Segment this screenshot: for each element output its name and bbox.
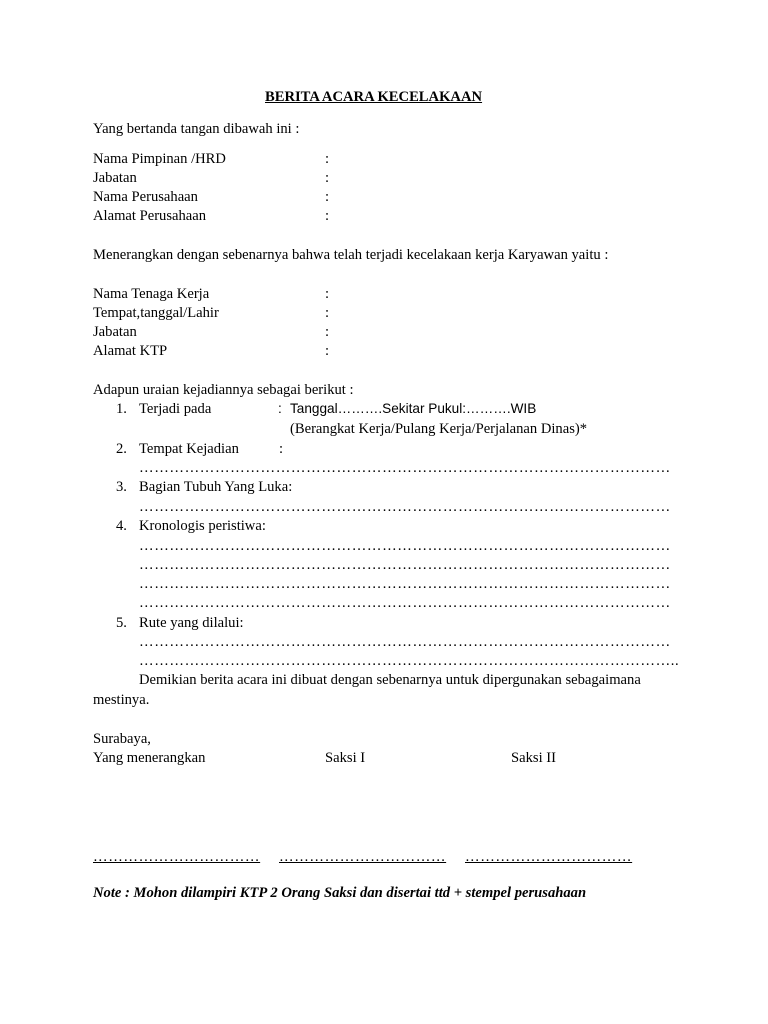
field-colon: : <box>325 324 330 340</box>
item-number: 2. <box>116 441 127 457</box>
document-title: BERITA ACARA KECELAKAAN <box>265 89 483 105</box>
signer-label: Saksi II <box>511 750 556 766</box>
item-colon: : <box>278 401 282 416</box>
closing-text-end: mestinya. <box>93 692 150 708</box>
item-label: Bagian Tubuh Yang Luka: <box>139 479 293 495</box>
closing-text: Demikian berita acara ini dibuat dengan sebenarnya untuk dipergunakan sebagaimana <box>139 672 641 688</box>
blank-line: …………………………………………………………………………………………… <box>139 538 671 554</box>
blank-line: …………………………………………………………………………………………… <box>139 595 671 611</box>
item-value: Tanggal……….Sekitar Pukul:……….WIB <box>290 401 537 416</box>
field-label: Jabatan <box>93 170 137 186</box>
field-label: Jabatan <box>93 324 137 340</box>
blank-line: …………………………………………………………………………………………… <box>139 499 671 515</box>
note-text: Note : Mohon dilampiri KTP 2 Orang Saksi dan disertai ttd + stempel perusahaan <box>93 885 587 901</box>
field-label: Alamat Perusahaan <box>93 208 207 224</box>
item-label: Terjadi pada <box>139 401 212 417</box>
details-intro: Adapun uraian kejadiannya sebagai berikut : <box>93 382 354 398</box>
item-number: 3. <box>116 479 127 495</box>
field-colon: : <box>325 343 330 359</box>
city-text: Surabaya, <box>93 731 151 747</box>
item-label: Tempat Kejadian <box>139 441 239 457</box>
blank-line: …………………………………………………………………………………………… <box>139 557 671 573</box>
field-label: Nama Perusahaan <box>93 189 198 205</box>
field-colon: : <box>325 286 330 302</box>
field-label: Alamat KTP <box>93 343 168 359</box>
item-label: Rute yang dilalui: <box>139 615 244 631</box>
item-label: Kronologis peristiwa: <box>139 518 266 534</box>
statement-text: Menerangkan dengan sebenarnya bahwa telah terjadi kecelakaan kerja Karyawan yaitu : <box>93 247 609 263</box>
field-colon: : <box>325 208 330 224</box>
blank-line: …………………………………………………………………………………………….. <box>139 653 680 669</box>
blank-line: …………………………………………………………………………………………… <box>139 576 671 592</box>
item-colon: : <box>279 441 284 457</box>
field-label: Nama Pimpinan /HRD <box>93 151 226 167</box>
field-colon: : <box>325 305 330 321</box>
field-colon: : <box>325 170 330 186</box>
signer-label: Yang menerangkan <box>93 750 206 766</box>
item-number: 1. <box>116 401 127 417</box>
signature-line: …………………………… <box>279 849 447 865</box>
field-label: Tempat,tanggal/Lahir <box>93 305 219 321</box>
signer-label: Saksi I <box>325 750 366 766</box>
signature-line: …………………………… <box>93 849 261 865</box>
field-label: Nama Tenaga Kerja <box>93 286 210 302</box>
field-colon: : <box>325 151 330 167</box>
signature-line: …………………………… <box>465 849 633 865</box>
field-colon: : <box>325 189 330 205</box>
blank-line: …………………………………………………………………………………………… <box>139 460 671 476</box>
blank-line: …………………………………………………………………………………………… <box>139 634 671 650</box>
item-number: 4. <box>116 518 127 534</box>
item-number: 5. <box>116 615 127 631</box>
item-value-options: (Berangkat Kerja/Pulang Kerja/Perjalanan Dinas)* <box>290 421 588 437</box>
intro-text: Yang bertanda tangan dibawah ini : <box>93 121 300 137</box>
